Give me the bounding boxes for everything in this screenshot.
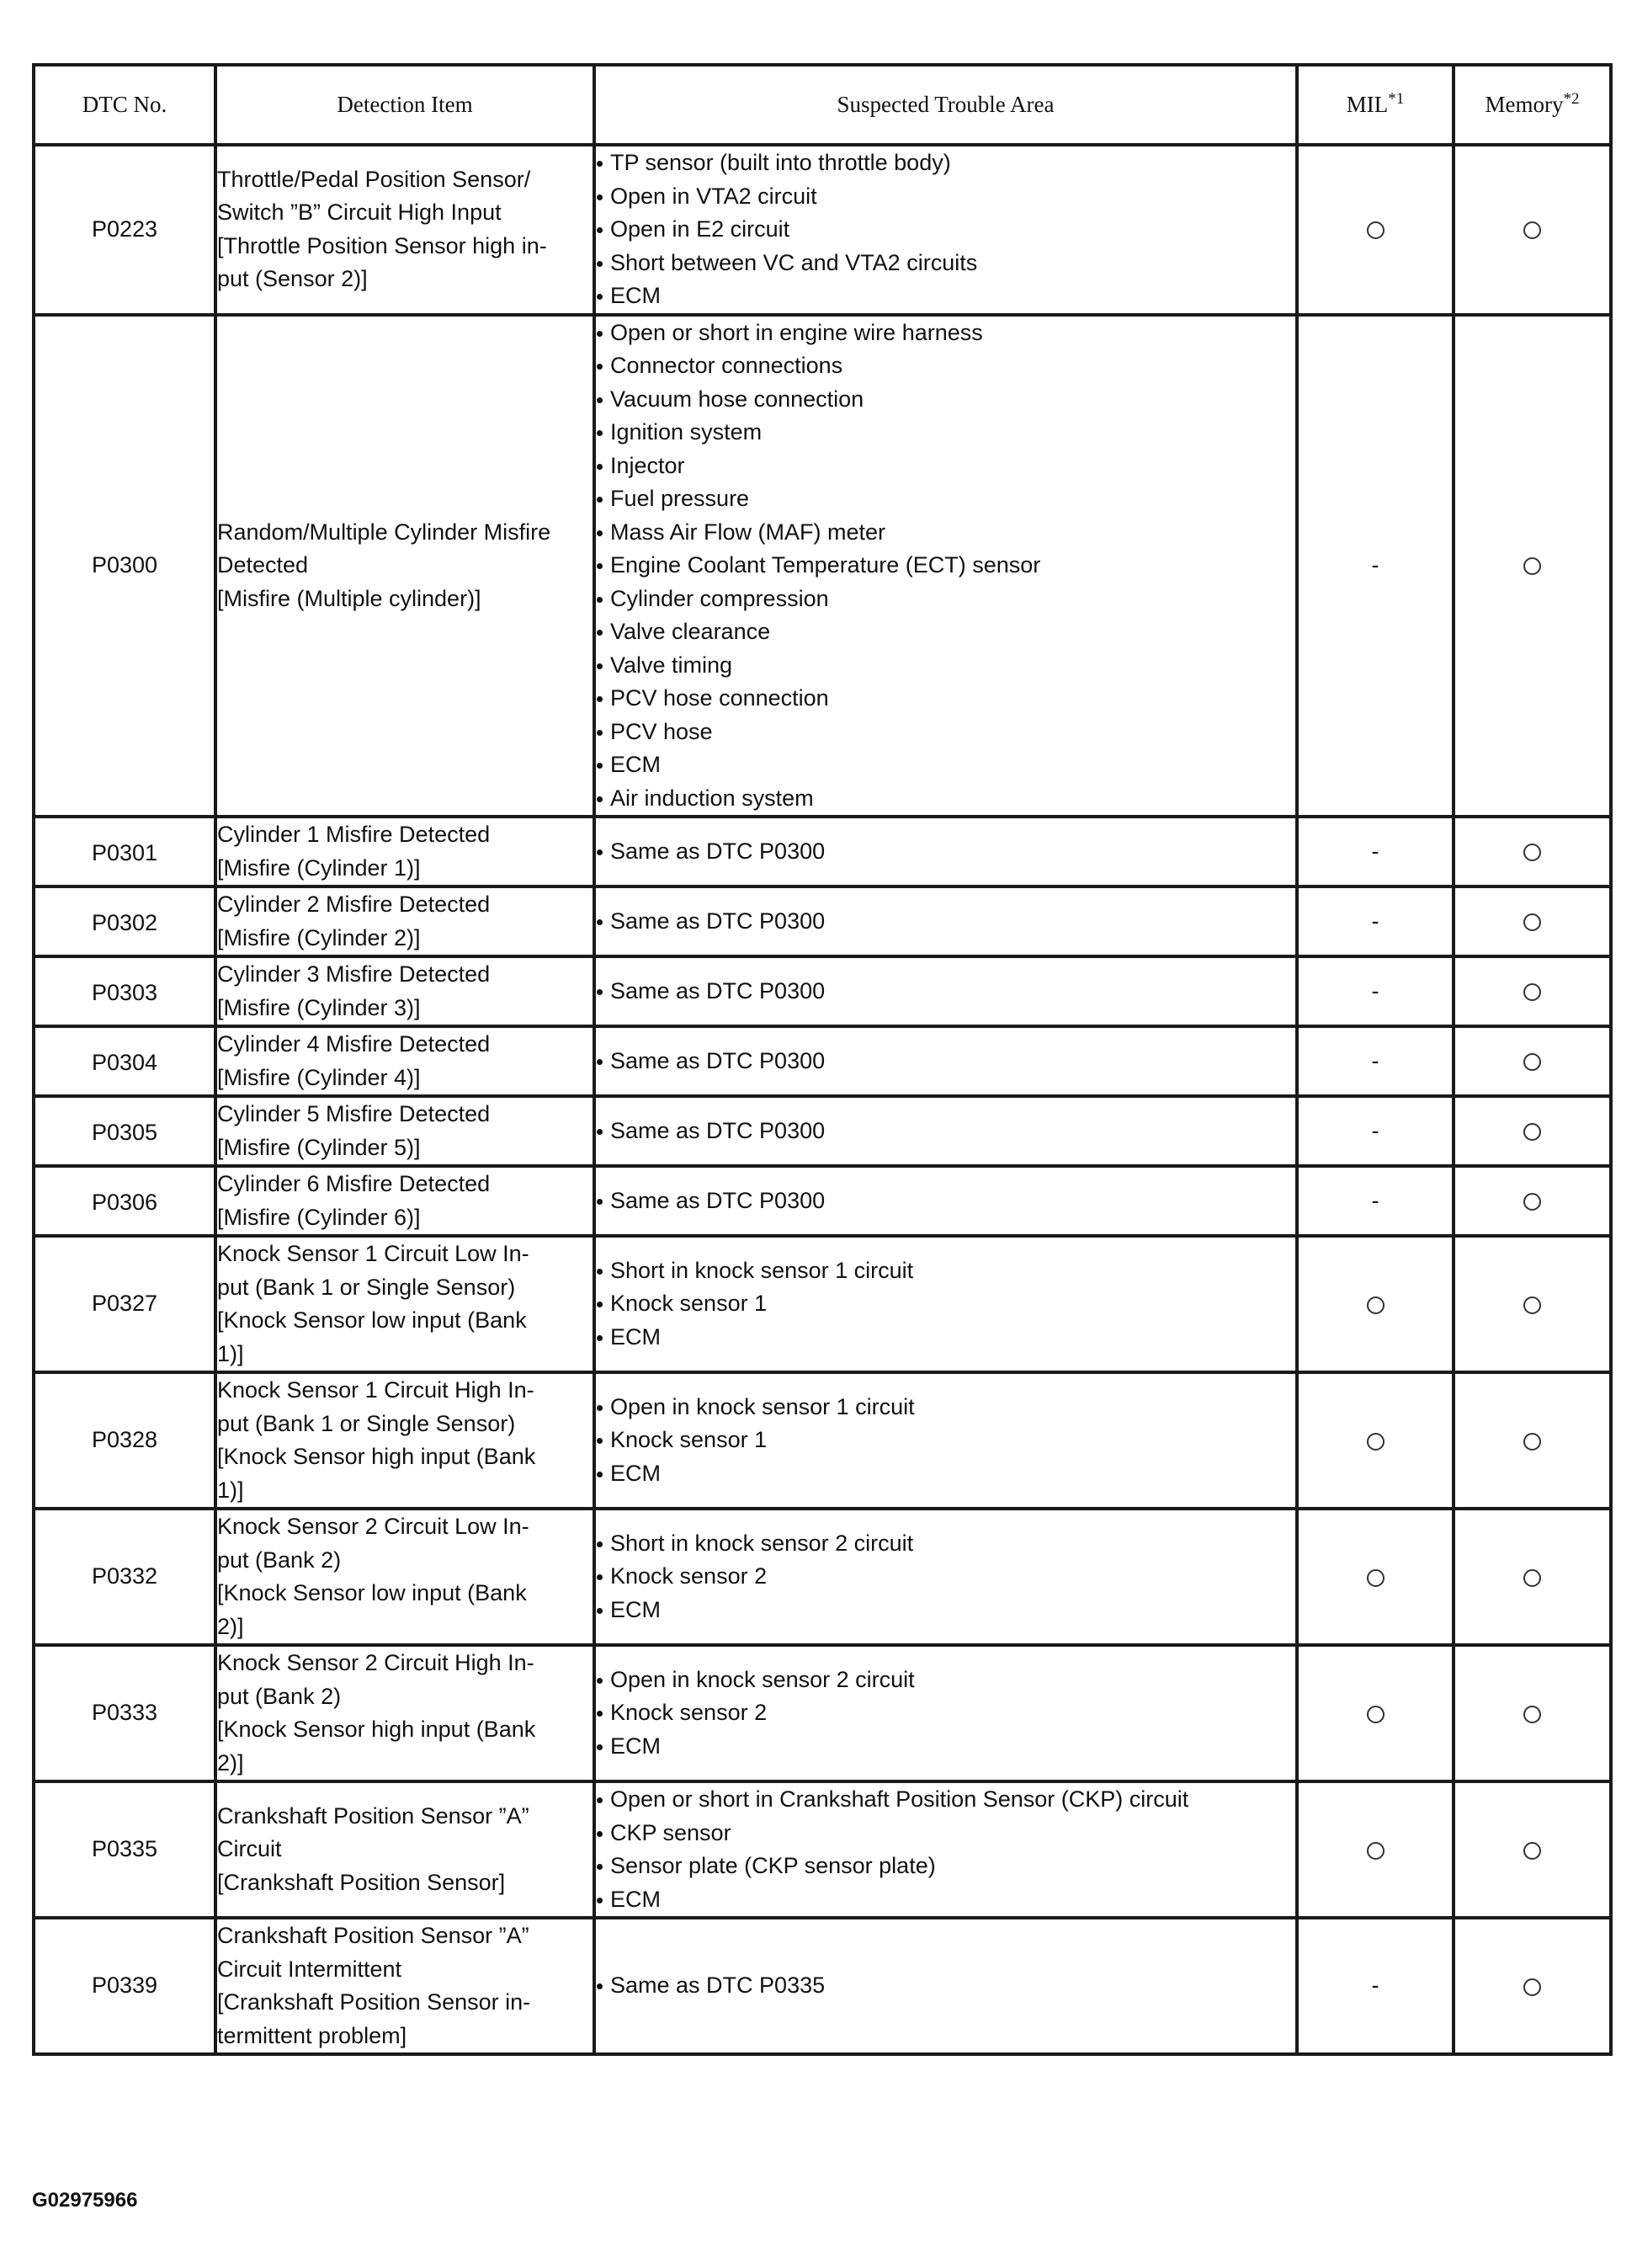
- list-item: Same as DTC P0300: [596, 1045, 1295, 1078]
- mil-cell: [1297, 1236, 1454, 1372]
- suspected-area-list: [596, 317, 1295, 816]
- detection-item-line: [Misfire (Cylinder 6)]: [217, 1204, 421, 1230]
- figure-id: G02975966: [32, 2189, 138, 2212]
- list-item: Same as DTC P0300: [596, 835, 1295, 869]
- circle-icon: [1523, 1193, 1541, 1211]
- header-memory-note: *2: [1563, 89, 1580, 108]
- header-memory-label: Memory: [1485, 91, 1564, 117]
- detection-item: [215, 1372, 594, 1509]
- detection-item-line: [Misfire (Cylinder 4)]: [217, 1064, 421, 1090]
- list-item: Same as DTC P0300: [596, 975, 1295, 1009]
- list-item: ECM: [596, 280, 1295, 313]
- memory-cell: [1454, 1645, 1611, 1781]
- detection-item: [215, 1509, 594, 1645]
- list-item: Connector connections: [596, 349, 1295, 383]
- table-row: [34, 145, 1611, 315]
- table-row: [34, 1918, 1611, 2054]
- list-item: Cylinder compression: [596, 583, 1295, 616]
- dtc-code: P0303: [34, 956, 215, 1026]
- list-item: PCV hose: [596, 716, 1295, 749]
- detection-item-line: [Crankshaft Position Sensor]: [217, 1869, 506, 1895]
- detection-item-line: [Knock Sensor low input (Bank: [217, 1307, 527, 1333]
- list-item: ECM: [596, 1321, 1295, 1355]
- dash-mark: -: [1371, 977, 1379, 1004]
- detection-item-line: [Misfire (Multiple cylinder)]: [217, 585, 481, 611]
- suspected-area: [594, 1166, 1297, 1236]
- circle-icon: [1367, 1433, 1385, 1451]
- detection-item-line: termittent problem]: [217, 2022, 407, 2048]
- detection-item-line: put (Bank 2): [217, 1683, 342, 1709]
- circle-icon: [1523, 221, 1541, 239]
- detection-item-line: [Misfire (Cylinder 3)]: [217, 994, 421, 1020]
- detection-item-line: Random/Multiple Cylinder Misfire: [217, 519, 551, 545]
- memory-cell: [1454, 1236, 1611, 1372]
- list-item: ECM: [596, 1594, 1295, 1627]
- memory-cell: [1454, 886, 1611, 956]
- detection-item: [215, 1166, 594, 1236]
- suspected-area-list: [596, 835, 1295, 869]
- circle-icon: [1523, 1842, 1541, 1860]
- memory-cell: [1454, 1509, 1611, 1645]
- suspected-area: [594, 1509, 1297, 1645]
- list-item: Air induction system: [596, 782, 1295, 816]
- detection-item: [215, 886, 594, 956]
- circle-icon: [1523, 557, 1541, 575]
- suspected-area-list: [596, 1527, 1295, 1627]
- header-mil-label: MIL: [1346, 91, 1389, 117]
- detection-item-line: Cylinder 1 Misfire Detected: [217, 822, 491, 847]
- circle-icon: [1367, 1842, 1385, 1860]
- dtc-code: P0335: [34, 1781, 215, 1918]
- list-item: Short in knock sensor 1 circuit: [596, 1254, 1295, 1288]
- table-row: [34, 956, 1611, 1026]
- list-item: Vacuum hose connection: [596, 383, 1295, 417]
- dtc-table: [32, 63, 1613, 2056]
- suspected-area-list: [596, 146, 1295, 313]
- detection-item: [215, 956, 594, 1026]
- header-detection-item: Detection Item: [215, 65, 594, 145]
- header-dtc-no: DTC No.: [34, 65, 215, 145]
- dtc-code: P0301: [34, 817, 215, 886]
- suspected-area: [594, 1645, 1297, 1781]
- mil-cell: [1297, 1096, 1454, 1166]
- detection-item-line: [Crankshaft Position Sensor in-: [217, 1989, 531, 2015]
- detection-item-line: 1)]: [217, 1340, 244, 1366]
- mil-cell: [1297, 886, 1454, 956]
- detection-item: [215, 1096, 594, 1166]
- detection-item: [215, 1026, 594, 1096]
- memory-cell: [1454, 145, 1611, 315]
- circle-icon: [1523, 1296, 1541, 1314]
- list-item: Open in VTA2 circuit: [596, 180, 1295, 214]
- suspected-area-list: [596, 1115, 1295, 1148]
- list-item: Fuel pressure: [596, 482, 1295, 516]
- circle-icon: [1523, 913, 1541, 931]
- table-row: [34, 1166, 1611, 1236]
- memory-cell: [1454, 1096, 1611, 1166]
- mil-cell: [1297, 1026, 1454, 1096]
- dash-mark: -: [1371, 1187, 1379, 1213]
- detection-item-line: put (Bank 1 or Single Sensor): [217, 1274, 516, 1300]
- suspected-area: [594, 817, 1297, 886]
- mil-cell: [1297, 1781, 1454, 1918]
- list-item: Same as DTC P0300: [596, 905, 1295, 939]
- table-row: [34, 1781, 1611, 1918]
- detection-item-line: Knock Sensor 2 Circuit High In-: [217, 1650, 534, 1675]
- mil-cell: [1297, 817, 1454, 886]
- memory-cell: [1454, 956, 1611, 1026]
- suspected-area: [594, 886, 1297, 956]
- detection-item-line: put (Bank 1 or Single Sensor): [217, 1410, 516, 1436]
- detection-item-line: Knock Sensor 1 Circuit High In-: [217, 1377, 534, 1403]
- detection-item-line: Knock Sensor 1 Circuit Low In-: [217, 1241, 529, 1266]
- memory-cell: [1454, 1372, 1611, 1509]
- circle-icon: [1523, 1053, 1541, 1071]
- detection-item-line: [Throttle Position Sensor high in-: [217, 232, 547, 258]
- dash-mark: -: [1371, 552, 1379, 578]
- memory-cell: [1454, 1781, 1611, 1918]
- detection-item-line: [Misfire (Cylinder 2)]: [217, 924, 421, 950]
- suspected-area-list: [596, 1664, 1295, 1764]
- circle-icon: [1367, 1706, 1385, 1723]
- circle-icon: [1523, 1123, 1541, 1141]
- dash-mark: -: [1371, 838, 1379, 864]
- dtc-code: P0305: [34, 1096, 215, 1166]
- mil-cell: [1297, 1645, 1454, 1781]
- dtc-code: P0304: [34, 1026, 215, 1096]
- header-mil-note: *1: [1388, 89, 1405, 108]
- list-item: Same as DTC P0335: [596, 1969, 1295, 2003]
- table-row: [34, 1645, 1611, 1781]
- list-item: Mass Air Flow (MAF) meter: [596, 516, 1295, 550]
- mil-cell: [1297, 1918, 1454, 2054]
- detection-item-line: Cylinder 3 Misfire Detected: [217, 961, 491, 987]
- detection-item: [215, 1781, 594, 1918]
- circle-icon: [1367, 1296, 1385, 1314]
- detection-item-line: Cylinder 6 Misfire Detected: [217, 1171, 491, 1196]
- suspected-area-list: [596, 1045, 1295, 1078]
- detection-item-line: Crankshaft Position Sensor ”A”: [217, 1802, 529, 1829]
- suspected-area-list: [596, 975, 1295, 1009]
- list-item: Open or short in engine wire harness: [596, 317, 1295, 350]
- dash-mark: -: [1371, 1047, 1379, 1073]
- detection-item-line: [Knock Sensor low input (Bank: [217, 1580, 527, 1605]
- suspected-area: [594, 1026, 1297, 1096]
- detection-item: [215, 145, 594, 315]
- suspected-area: [594, 1918, 1297, 2054]
- memory-cell: [1454, 315, 1611, 817]
- detection-item-line: Detected: [217, 552, 309, 578]
- detection-item-line: 2)]: [217, 1749, 244, 1776]
- memory-cell: [1454, 1166, 1611, 1236]
- dtc-code: P0327: [34, 1236, 215, 1372]
- memory-cell: [1454, 1026, 1611, 1096]
- list-item: ECM: [596, 1883, 1295, 1917]
- list-item: Sensor plate (CKP sensor plate): [596, 1850, 1295, 1883]
- table-row: [34, 315, 1611, 817]
- detection-item-line: [Misfire (Cylinder 1)]: [217, 854, 421, 881]
- circle-icon: [1523, 1978, 1541, 1996]
- detection-item-line: Circuit Intermittent: [217, 1956, 402, 1982]
- list-item: ECM: [596, 1457, 1295, 1491]
- list-item: TP sensor (built into throttle body): [596, 146, 1295, 180]
- dtc-table-body: [34, 145, 1611, 2054]
- table-row: [34, 1096, 1611, 1166]
- detection-item: [215, 817, 594, 886]
- list-item: Open in E2 circuit: [596, 213, 1295, 247]
- suspected-area: [594, 315, 1297, 817]
- list-item: Ignition system: [596, 416, 1295, 450]
- table-row: [34, 1372, 1611, 1509]
- dtc-code: P0306: [34, 1166, 215, 1236]
- list-item: PCV hose connection: [596, 682, 1295, 716]
- dash-mark: -: [1371, 1973, 1379, 1999]
- detection-item-line: Throttle/Pedal Position Sensor/: [217, 166, 531, 192]
- mil-cell: [1297, 1372, 1454, 1509]
- suspected-area: [594, 1372, 1297, 1509]
- dtc-code: P0332: [34, 1509, 215, 1645]
- detection-item-line: Cylinder 4 Misfire Detected: [217, 1031, 491, 1057]
- dtc-code: P0300: [34, 315, 215, 817]
- list-item: Knock sensor 2: [596, 1560, 1295, 1594]
- list-item: CKP sensor: [596, 1817, 1295, 1850]
- suspected-area: [594, 956, 1297, 1026]
- table-row: [34, 886, 1611, 956]
- header-memory: [1454, 65, 1611, 145]
- circle-icon: [1523, 1706, 1541, 1723]
- detection-item-line: put (Sensor 2)]: [217, 266, 368, 292]
- detection-item-line: [Knock Sensor high input (Bank: [217, 1717, 536, 1742]
- list-item: Knock sensor 1: [596, 1287, 1295, 1321]
- dtc-code: P0223: [34, 145, 215, 315]
- mil-cell: [1297, 315, 1454, 817]
- suspected-area: [594, 1781, 1297, 1918]
- detection-item-line: [Misfire (Cylinder 5)]: [217, 1134, 421, 1160]
- detection-item: [215, 1236, 594, 1372]
- circle-icon: [1367, 1569, 1385, 1587]
- detection-item-line: Cylinder 5 Misfire Detected: [217, 1101, 491, 1126]
- circle-icon: [1367, 221, 1385, 239]
- memory-cell: [1454, 1918, 1611, 2054]
- dtc-code: P0328: [34, 1372, 215, 1509]
- detection-item: [215, 315, 594, 817]
- suspected-area: [594, 145, 1297, 315]
- circle-icon: [1523, 1569, 1541, 1587]
- suspected-area: [594, 1096, 1297, 1166]
- circle-icon: [1523, 844, 1541, 861]
- list-item: Open or short in Crankshaft Position Sensor (CKP) circuit: [596, 1783, 1295, 1817]
- mil-cell: [1297, 145, 1454, 315]
- mil-cell: [1297, 1166, 1454, 1236]
- list-item: ECM: [596, 748, 1295, 782]
- dash-mark: -: [1371, 1117, 1379, 1143]
- detection-item-line: [Knock Sensor high input (Bank: [217, 1444, 536, 1469]
- mil-cell: [1297, 1509, 1454, 1645]
- suspected-area-list: [596, 1783, 1295, 1916]
- list-item: Short in knock sensor 2 circuit: [596, 1527, 1295, 1561]
- detection-item-line: 1)]: [217, 1477, 244, 1503]
- list-item: Open in knock sensor 2 circuit: [596, 1664, 1295, 1697]
- detection-item-line: Cylinder 2 Misfire Detected: [217, 892, 491, 917]
- detection-item-line: Circuit: [217, 1836, 282, 1862]
- detection-item: [215, 1918, 594, 2054]
- detection-item-line: Crankshaft Position Sensor ”A”: [217, 1923, 529, 1948]
- detection-item-line: Switch ”B” Circuit High Input: [217, 200, 502, 226]
- table-row: [34, 1236, 1611, 1372]
- suspected-area-list: [596, 1391, 1295, 1491]
- list-item: Valve timing: [596, 649, 1295, 683]
- header-row: [34, 65, 1611, 145]
- list-item: ECM: [596, 1730, 1295, 1764]
- suspected-area: [594, 1236, 1297, 1372]
- list-item: Valve clearance: [596, 615, 1295, 649]
- memory-cell: [1454, 817, 1611, 886]
- detection-item-line: 2)]: [217, 1613, 244, 1639]
- dtc-code: P0333: [34, 1645, 215, 1781]
- header-mil: [1297, 65, 1454, 145]
- suspected-area-list: [596, 905, 1295, 939]
- dash-mark: -: [1371, 908, 1379, 934]
- dtc-code: P0339: [34, 1918, 215, 2054]
- suspected-area-list: [596, 1185, 1295, 1218]
- table-row: [34, 817, 1611, 886]
- list-item: Knock sensor 1: [596, 1424, 1295, 1457]
- list-item: Short between VC and VTA2 circuits: [596, 247, 1295, 280]
- suspected-area-list: [596, 1254, 1295, 1355]
- table-row: [34, 1026, 1611, 1096]
- header-suspected-area: Suspected Trouble Area: [594, 65, 1297, 145]
- circle-icon: [1523, 983, 1541, 1001]
- list-item: Engine Coolant Temperature (ECT) sensor: [596, 549, 1295, 583]
- list-item: Injector: [596, 450, 1295, 483]
- suspected-area-list: [596, 1969, 1295, 2003]
- list-item: Same as DTC P0300: [596, 1115, 1295, 1148]
- table-row: [34, 1509, 1611, 1645]
- detection-item: [215, 1645, 594, 1781]
- list-item: Same as DTC P0300: [596, 1185, 1295, 1218]
- list-item: Knock sensor 2: [596, 1696, 1295, 1730]
- list-item: Open in knock sensor 1 circuit: [596, 1391, 1295, 1424]
- mil-cell: [1297, 956, 1454, 1026]
- dtc-code: P0302: [34, 886, 215, 956]
- detection-item-line: Knock Sensor 2 Circuit Low In-: [217, 1514, 529, 1539]
- circle-icon: [1523, 1433, 1541, 1451]
- detection-item-line: put (Bank 2): [217, 1547, 342, 1573]
